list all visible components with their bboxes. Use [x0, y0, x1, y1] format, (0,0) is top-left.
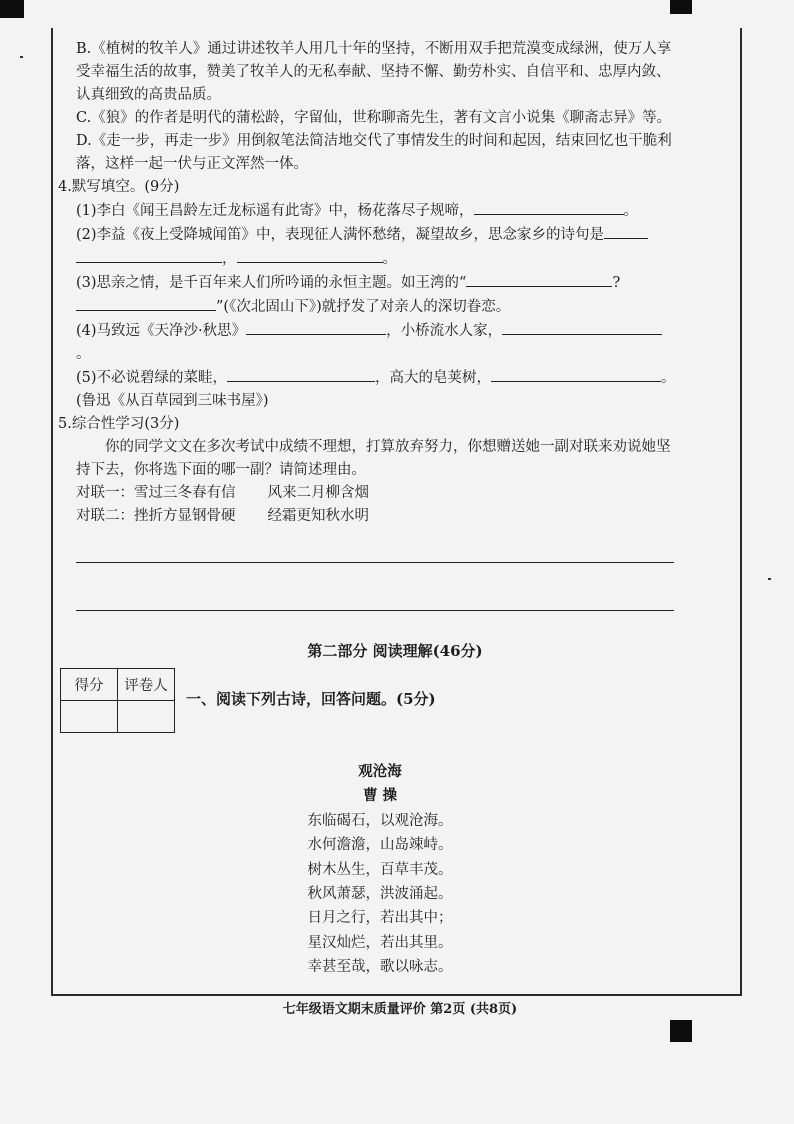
poem-line: 水何澹澹，山岛竦峙。: [307, 837, 453, 854]
q4-item-5: (5)不必说碧绿的菜畦， ，高大的皂荚树， 。: [76, 366, 676, 390]
poem-line: 幸甚至哉，歌以咏志。: [307, 959, 453, 976]
q4-item-2: (2)李益《夜上受降城闻笛》中，表现征人满怀愁绪，凝望故乡，思念家乡的诗句是: [76, 223, 676, 247]
answer-blank[interactable]: [76, 295, 216, 311]
question-block: [58, 38, 676, 528]
answer-blank[interactable]: [227, 366, 375, 382]
poem-line: 树木丛生，百草丰茂。: [307, 861, 453, 878]
poem-author: 曹 操: [362, 787, 398, 805]
answer-blank[interactable]: [604, 223, 648, 239]
q5-heading: 5.综合性学习(3分): [58, 416, 180, 432]
score-header: 得分: [61, 669, 118, 701]
option-c: C.《狼》的作者是明代的蒲松龄，字留仙，世称聊斋先生，著有文言小说集《聊斋志异》等。: [76, 110, 672, 126]
q4-item-1: (1)李白《闻王昌龄左迁龙标遥有此寄》中，杨花落尽子规啼， 。: [76, 199, 676, 223]
answer-line[interactable]: [76, 610, 674, 611]
poem-title: 观沧海: [358, 763, 402, 780]
grader-cell[interactable]: [118, 701, 175, 733]
answer-blank[interactable]: [502, 319, 662, 335]
answer-blank[interactable]: [466, 271, 612, 287]
answer-blank[interactable]: [76, 247, 222, 263]
option-b: B.《植树的牧羊人》通过讲述牧羊人用几十年的坚持，不断用双手把荒漠变成绿洲，使万人享受幸福生活的故事，赞美了牧羊人的无私奉献、坚持不懈、勤劳朴实、自信平和、忠厚内敛、认真细致的高贵品质。: [76, 41, 672, 103]
answer-blank[interactable]: [237, 247, 383, 263]
poem-line: 日月之行，若出其中；: [307, 910, 453, 927]
q5-prompt: 你的同学文文在多次考试中成绩不理想，打算放弃努力，你想赠送她一副对联来劝说她坚持下去，你将选下面的哪一副？请简述理由。: [76, 439, 671, 478]
q4-item-4: (4)马致远《天净沙·秋思》 ，小桥流水人家，。: [76, 319, 676, 366]
answer-blank[interactable]: [491, 366, 661, 382]
option-d: D.《走一步，再走一步》用倒叙笔法简洁地交代了事情发生的时间和起因，结束回忆也干脆利落，这样一起一伏与正文浑然一体。: [76, 133, 672, 172]
registration-mark-top-left: [0, 0, 24, 18]
page-footer: 七年级语文期末质量评价 第2页 (共8页): [282, 1002, 518, 1017]
reading-question-1: 一、阅读下列古诗，回答问题。(5分): [186, 690, 436, 708]
q4-item-3-cont: ”(《次北固山下》)就抒发了对亲人的深切眷恋。: [76, 295, 676, 319]
poem-line: 东临碣石，以观沧海。: [307, 812, 453, 829]
score-box: [60, 668, 175, 733]
grader-header: 评卷人: [118, 669, 175, 701]
poem: [260, 760, 500, 980]
q4-item-2-cont: ， 。: [76, 247, 676, 271]
margin-mark: [20, 56, 23, 58]
couplet-2: 对联二：挫折方显钢骨硬 经霜更知秋水明: [76, 508, 369, 524]
couplet-1: 对联一：雪过三冬春有信 风来二月柳含烟: [76, 485, 369, 501]
poem-line: 秋风萧瑟，洪波涌起。: [307, 886, 453, 903]
q4-item-5-source: (鲁迅《从百草园到三味书屋》): [76, 393, 269, 409]
registration-mark-top-right: [670, 0, 692, 14]
margin-mark: [768, 578, 771, 580]
registration-mark-bottom-right: [670, 1020, 692, 1042]
answer-blank[interactable]: [474, 199, 624, 215]
poem-line: 星汉灿烂，若出其里。: [307, 934, 453, 951]
answer-blank[interactable]: [246, 319, 386, 335]
q4-item-3: (3)思亲之情，是千百年来人们所吟诵的永恒主题。如王湾的“ ?: [76, 271, 676, 295]
q4-heading: 4.默写填空。(9分): [58, 179, 180, 195]
part-two-title: 第二部分 阅读理解(46分): [307, 642, 483, 660]
answer-line[interactable]: [76, 562, 674, 563]
score-cell[interactable]: [61, 701, 118, 733]
